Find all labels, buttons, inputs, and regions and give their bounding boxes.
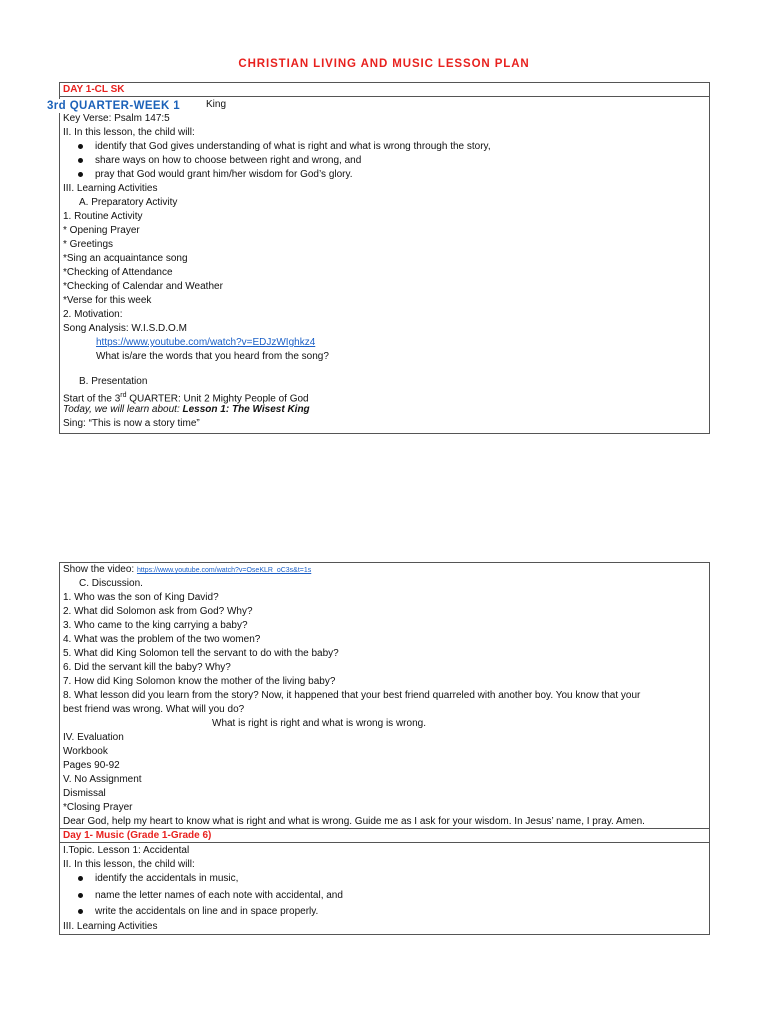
dismissal: Dismissal [63, 788, 106, 799]
assignment: V. No Assignment [63, 774, 142, 785]
story-video-link[interactable]: https://www.youtube.com/watch?v=OseKLR_oC3s&t=1s [136, 567, 312, 574]
show-video-line [63, 563, 311, 578]
moral-line: What is right is right and what is wrong is wrong. [212, 718, 426, 729]
lesson-name: Lesson 1: The Wisest King [182, 404, 310, 415]
discussion-question: 3. Who came to the king carrying a baby? [63, 620, 248, 631]
song-analysis: Song Analysis: W.I.S.D.O.M [63, 323, 187, 334]
routine-item: *Checking of Calendar and Weather [63, 281, 223, 292]
music-objective-item: identify the accidentals in music, [95, 873, 239, 884]
objectives-intro: II. In this lesson, the child will: [63, 127, 195, 138]
pages: Pages 90-92 [63, 760, 120, 771]
lesson-box-cl [59, 82, 710, 434]
lesson-box-continued [59, 562, 710, 829]
document-title: CHRISTIAN LIVING AND MUSIC LESSON PLAN [238, 58, 530, 70]
start-text: Start of the 3 [63, 393, 121, 405]
music-objectives-intro: II. In this lesson, the child will: [63, 859, 195, 870]
objective-item: identify that God gives understanding of what is right and what is wrong through the story, [95, 141, 491, 152]
discussion-question: 2. What did Solomon ask from God? Why? [63, 606, 253, 617]
song-question: What is/are the words that you heard from the song? [96, 351, 329, 362]
music-objective-item: name the letter names of each note with accidental, and [95, 890, 343, 901]
routine-activity: 1. Routine Activity [63, 211, 143, 222]
workbook: Workbook [63, 746, 108, 757]
routine-item: *Sing an acquaintance song [63, 253, 188, 264]
evaluation: IV. Evaluation [63, 732, 124, 743]
discussion: C. Discussion. [79, 578, 143, 589]
start-unit: QUARTER: Unit 2 Mighty People of God [126, 393, 309, 405]
show-video-label: Show the video: [63, 564, 135, 575]
sing-line: Sing: “This is now a story time” [63, 418, 200, 429]
discussion-question: 5. What did King Solomon tell the servant to do with the baby? [63, 648, 339, 659]
discussion-question-cont: best friend was wrong. What will you do? [63, 704, 245, 715]
song-video-link[interactable]: https://www.youtube.com/watch?v=EDJzWIghkz4 [96, 337, 316, 348]
today-line [63, 403, 310, 417]
start-superscript: rd [120, 392, 127, 399]
presentation: B. Presentation [79, 376, 148, 387]
routine-item: * Greetings [63, 239, 114, 250]
music-learning-activities: III. Learning Activities [63, 921, 158, 932]
objective-item: pray that God would grant him/her wisdom for God’s glory. [95, 169, 353, 180]
discussion-question: 1. Who was the son of King David? [63, 592, 219, 603]
quarter-week-label: 3rd QUARTER-WEEK 1 [47, 99, 183, 113]
prayer-text: Dear God, help my heart to know what is right and what is wrong. Guide me as I ask for your wisdom. In Jesus’ name, I pray. Amen. [63, 816, 645, 827]
routine-item: *Checking of Attendance [63, 267, 173, 278]
music-objective-item: write the accidentals on line and in space properly. [95, 906, 319, 917]
preparatory-activity: A. Preparatory Activity [79, 197, 178, 208]
routine-item: *Verse for this week [63, 295, 152, 306]
today-text: Today, we will learn about: [63, 404, 183, 415]
routine-item: * Opening Prayer [63, 225, 140, 236]
discussion-question: 4. What was the problem of the two women? [63, 634, 261, 645]
day1-music-header: Day 1- Music (Grade 1-Grade 6) [60, 829, 709, 843]
discussion-question: 7. How did King Solomon know the mother of the living baby? [63, 676, 336, 687]
discussion-question: 8. What lesson did you learn from the story? Now, it happened that your best friend quarreled with another boy. You know that your [63, 690, 641, 701]
motivation: 2. Motivation: [63, 309, 123, 320]
topic-fragment: King [206, 99, 227, 110]
day1-cl-header: DAY 1-CL SK [60, 83, 709, 97]
objective-item: share ways on how to choose between right and wrong, and [95, 155, 362, 166]
music-topic: I.Topic. Lesson 1: Accidental [63, 845, 190, 856]
learning-activities: III. Learning Activities [63, 183, 158, 194]
key-verse-fragment: Key Verse: Psalm 147:5 [63, 113, 170, 124]
lesson-box-music [59, 828, 710, 935]
discussion-question: 6. Did the servant kill the baby? Why? [63, 662, 231, 673]
closing-prayer: *Closing Prayer [63, 802, 133, 813]
